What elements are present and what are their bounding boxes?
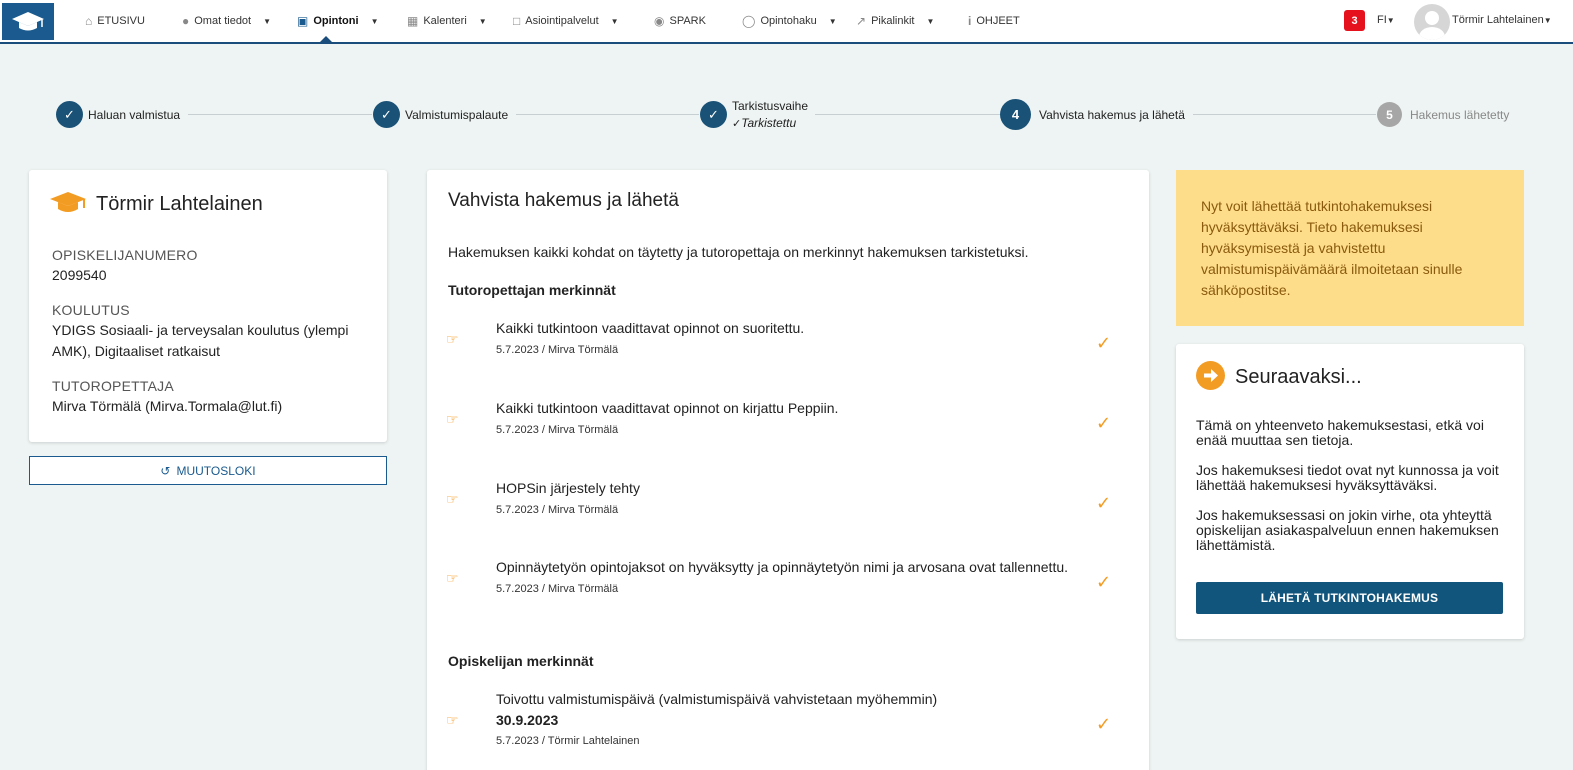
item-meta: 5.7.2023 / Mirva Törmälä bbox=[496, 424, 619, 436]
changelog-button[interactable] bbox=[29, 456, 387, 485]
arrow-circle-right-icon bbox=[1196, 361, 1225, 390]
home-icon: ⌂ bbox=[85, 14, 93, 28]
confirm-application-card bbox=[427, 170, 1149, 770]
step-1-check-icon: ✓ bbox=[56, 101, 83, 128]
active-nav-indicator bbox=[319, 36, 333, 43]
nav-kalenteri[interactable] bbox=[407, 0, 487, 42]
nav-ohjeet[interactable] bbox=[968, 0, 1020, 42]
nav-asiointipalvelut[interactable] bbox=[513, 0, 619, 42]
graduation-cap-icon bbox=[49, 191, 87, 218]
nav-pikalinkit-label: Pikalinkit bbox=[871, 15, 915, 27]
language-label: FI bbox=[1377, 14, 1387, 26]
main-description: Hakemuksen kaikki kohdat on täytetty ja tutoropettaja on merkinnyt hakemuksen tarkistetuksi. bbox=[448, 244, 1029, 260]
item-meta: 5.7.2023 / Mirva Törmälä bbox=[496, 344, 619, 356]
pointing-hand-icon: ☞ bbox=[446, 570, 459, 586]
send-application-button[interactable]: LÄHETÄ TUTKINTOHAKEMUS bbox=[1196, 582, 1503, 614]
pointing-hand-icon: ☞ bbox=[446, 491, 459, 507]
education-value: YDIGS Sosiaali- ja terveysalan koulutus (ylempi AMK), Digitaaliset ratkaisut bbox=[52, 322, 349, 359]
avatar[interactable] bbox=[1414, 4, 1450, 40]
next-steps-paragraph: Jos hakemuksesi tiedot ovat nyt kunnossa ja voit lähettää hakemuksesi hyväksyttäväksi. bbox=[1196, 462, 1499, 493]
calendar-icon: ▦ bbox=[407, 14, 419, 28]
language-selector[interactable] bbox=[1377, 14, 1395, 26]
step-3-label: Tarkistusvaihe bbox=[732, 99, 809, 113]
nav-opintoni-label: Opintoni bbox=[313, 15, 359, 27]
nav-opintoni[interactable] bbox=[297, 0, 378, 42]
step-connector bbox=[815, 114, 1000, 115]
profile-name: Törmir Lahtelainen bbox=[96, 193, 263, 215]
item-meta: 5.7.2023 / Törmir Lahtelainen bbox=[496, 735, 640, 747]
user-menu[interactable] bbox=[1452, 14, 1552, 26]
nav-ohjeet-label: OHJEET bbox=[976, 15, 1020, 27]
info-icon: i bbox=[968, 14, 972, 28]
page-title: Vahvista hakemus ja lähetä bbox=[448, 190, 679, 211]
caret-down-icon: ▼ bbox=[1386, 16, 1395, 25]
external-link-icon: ↗ bbox=[856, 14, 867, 28]
caret-down-icon: ▼ bbox=[263, 16, 272, 26]
lightbulb-icon: ◯ bbox=[742, 14, 756, 28]
info-notice-text: Nyt voit lähettää tutkintohakemuksesi hyväksyttäväksi. Tieto hakemuksesi hyväksymisestä ja vahvistettu valmistumispäivämäärä ilmoitetaan sinulle sähköpostitse. bbox=[1201, 198, 1463, 298]
next-steps-paragraph: Tämä on yhteenveto hakemuksestasi, etkä voi enää muuttaa sen tietoja. bbox=[1196, 417, 1484, 448]
pointing-hand-icon: ☞ bbox=[446, 712, 459, 728]
pointing-hand-icon: ☞ bbox=[446, 331, 459, 347]
education-label: KOULUTUS bbox=[52, 302, 130, 318]
item-text: Kaikki tutkintoon vaadittavat opinnot on kirjattu Peppiin. bbox=[496, 400, 839, 416]
cube-icon: ▣ bbox=[297, 14, 309, 28]
user-icon: ● bbox=[182, 14, 190, 28]
app-logo[interactable] bbox=[2, 3, 54, 40]
item-text: HOPSin järjestely tehty bbox=[496, 480, 640, 496]
item-value: 30.9.2023 bbox=[496, 712, 559, 728]
check-icon: ✓ bbox=[1096, 714, 1112, 734]
check-icon: ✓ bbox=[1096, 493, 1112, 513]
student-section-title: Opiskelijan merkinnät bbox=[448, 653, 594, 669]
caret-down-icon: ▼ bbox=[1543, 16, 1552, 25]
nav-etusivu-label: ETUSIVU bbox=[97, 15, 145, 27]
next-steps-paragraph: Jos hakemuksessasi on jokin virhe, ota yhteyttä opiskelijan asiakaspalveluun ennen hakemuksen lähettämistä. bbox=[1196, 507, 1499, 553]
step-5-number: 5 bbox=[1377, 102, 1402, 127]
nav-opintohaku-label: Opintohaku bbox=[760, 15, 817, 27]
tutor-section-title: Tutoropettajan merkinnät bbox=[448, 282, 616, 298]
nav-omat-tiedot-label: Omat tiedot bbox=[194, 15, 252, 27]
check-icon: ✓ bbox=[1096, 572, 1112, 592]
graduation-cap-icon bbox=[11, 10, 45, 34]
step-5-label: Hakemus lähetetty bbox=[1410, 108, 1510, 122]
step-3-sublabel: Tarkistettu bbox=[741, 116, 797, 130]
nav-omat-tiedot[interactable] bbox=[182, 0, 271, 42]
nav-spark-label: SPARK bbox=[669, 15, 706, 27]
history-icon: ↺ bbox=[160, 463, 171, 478]
item-text: Kaikki tutkintoon vaadittavat opinnot on suoritettu. bbox=[496, 320, 805, 336]
item-text: Toivottu valmistumispäivä (valmistumispäivä vahvistetaan myöhemmin) bbox=[496, 691, 938, 707]
document-icon: □ bbox=[513, 14, 521, 28]
nav-spark[interactable] bbox=[654, 0, 706, 42]
step-4-number: 4 bbox=[1000, 99, 1031, 130]
step-2-check-icon: ✓ bbox=[373, 101, 400, 128]
caret-down-icon: ▼ bbox=[610, 16, 619, 26]
item-text: Opinnäytetyön opintojaksot on hyväksytty ja opinnäytetyön nimi ja arvosana ovat tallennettu. bbox=[496, 559, 1069, 575]
chat-icon: ◉ bbox=[654, 14, 665, 28]
step-1-label: Haluan valmistua bbox=[88, 108, 188, 122]
top-navigation bbox=[0, 0, 1573, 44]
caret-down-icon: ▼ bbox=[828, 16, 837, 26]
user-name: Törmir Lahtelainen bbox=[1452, 14, 1544, 26]
caret-down-icon: ▼ bbox=[926, 16, 935, 26]
student-number-label: OPISKELIJANUMERO bbox=[52, 247, 198, 263]
pointing-hand-icon: ☞ bbox=[446, 411, 459, 427]
step-4-label: Vahvista hakemus ja lähetä bbox=[1039, 108, 1193, 122]
caret-down-icon: ▼ bbox=[478, 16, 487, 26]
nav-opintohaku[interactable] bbox=[742, 0, 837, 42]
nav-kalenteri-label: Kalenteri bbox=[423, 15, 467, 27]
nav-pikalinkit[interactable] bbox=[856, 0, 934, 42]
tutor-value: Mirva Törmälä (Mirva.Tormala@lut.fi) bbox=[52, 398, 283, 414]
changelog-button-label: MUUTOSLOKI bbox=[176, 463, 256, 478]
step-3-check-icon: ✓ bbox=[700, 101, 727, 128]
student-number-value: 2099540 bbox=[52, 267, 107, 283]
item-meta: 5.7.2023 / Mirva Törmälä bbox=[496, 504, 619, 516]
nav-etusivu[interactable] bbox=[85, 0, 145, 42]
double-check-icon: ✓ bbox=[732, 118, 742, 130]
item-meta: 5.7.2023 / Mirva Törmälä bbox=[496, 583, 619, 595]
check-icon: ✓ bbox=[1096, 333, 1112, 353]
notification-badge[interactable]: 3 bbox=[1344, 10, 1365, 31]
step-2-label: Valmistumispalaute bbox=[405, 108, 516, 122]
tutor-label: TUTOROPETTAJA bbox=[52, 378, 174, 394]
step-connector bbox=[1190, 114, 1376, 115]
next-steps-title: Seuraavaksi... bbox=[1235, 366, 1362, 388]
nav-asiointipalvelut-label: Asiointipalvelut bbox=[525, 15, 599, 27]
caret-down-icon: ▼ bbox=[370, 16, 379, 26]
check-icon: ✓ bbox=[1096, 413, 1112, 433]
step-3-status bbox=[732, 116, 804, 130]
